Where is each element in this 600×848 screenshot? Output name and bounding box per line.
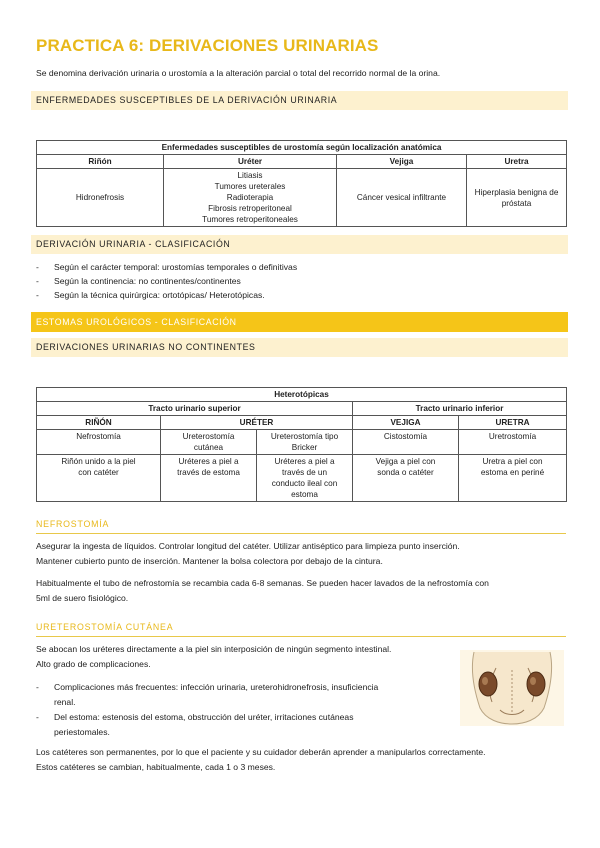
cell-ureterostomia-cutanea (161, 430, 257, 455)
ureterostomia-heading: URETEROSTOMÍA CUTÁNEA (36, 622, 566, 637)
col-header-rinon: Riñón (37, 155, 164, 169)
cell-cisto-desc (353, 455, 459, 502)
text-line: Estos catéteres se cambian, habitualmente, cada 1 o 3 meses. (36, 762, 276, 772)
section-band-no-continentes: DERIVACIONES URINARIAS NO CONTINENTES (31, 338, 568, 357)
text-line: Alto grado de complicaciones. (36, 659, 151, 669)
list-item (36, 680, 378, 710)
cell-rinon: Hidronefrosis (37, 169, 164, 227)
table-caption: Heterotópicas (37, 388, 567, 402)
list-item: - Según la técnica quirúrgica: ortotópicas/ Heterotópicas. (36, 288, 297, 302)
cell-uc-desc (161, 455, 257, 502)
ureterostomy-illustration-icon (460, 650, 564, 726)
cell-nefro-desc (37, 455, 161, 502)
heterotopicas-table (36, 387, 567, 502)
ureter-item: Litiasis (237, 171, 263, 180)
cell-line: Ureterostomía tipo (270, 432, 339, 441)
cell-line: Riñón unido a la piel (61, 457, 136, 466)
clasificacion-list (36, 260, 297, 302)
cell-vejiga: Cáncer vesical infiltrante (337, 169, 467, 227)
cell-line: sonda o catéter (377, 468, 434, 477)
complicaciones-list (36, 680, 378, 740)
ureterostomia-paragraph-2 (36, 745, 486, 775)
col-header-vejiga: Vejiga (337, 155, 467, 169)
nefrostomia-heading: NEFROSTOMÍA (36, 519, 566, 534)
col-header-vejiga: VEJIGA (353, 416, 459, 430)
nefrostomia-paragraph-1 (36, 539, 460, 569)
intro-text: Se denomina derivación urinaria o urostomía a la alteración parcial o total del recorrido normal de la orina. (36, 68, 441, 78)
text-line: renal. (54, 697, 76, 707)
col-header-uretra: Uretra (467, 155, 567, 169)
col-header-rinon: RIÑÓN (37, 416, 161, 430)
header-tracto-inferior: Tracto urinario inferior (353, 402, 567, 416)
cell-line: Uréteres a piel a (178, 457, 239, 466)
text-line: Asegurar la ingesta de líquidos. Controlar longitud del catéter. Utilizar antiséptico para limpieza punto inserción. (36, 541, 460, 551)
cell-line: Bricker (291, 443, 318, 452)
ureter-item: Tumores ureterales (214, 182, 286, 191)
cell-uretro-desc (459, 455, 567, 502)
cell-nefrostomia: Nefrostomía (37, 430, 161, 455)
section-band-enfermedades: ENFERMEDADES SUSCEPTIBLES DE LA DERIVACIÓN URINARIA (31, 91, 568, 110)
ureter-item: Radioterapia (226, 193, 274, 202)
cell-line: través de estoma (177, 468, 240, 477)
uretra-line: próstata (501, 198, 532, 208)
cell-line: Uretra a piel con (482, 457, 543, 466)
col-header-ureter: URÉTER (161, 416, 353, 430)
text-line: 5ml de suero fisiológico. (36, 593, 129, 603)
list-item: - Según la continencia: no continentes/continentes (36, 274, 297, 288)
page-title: PRACTICA 6: DERIVACIONES URINARIAS (36, 36, 379, 55)
list-item: - Según el carácter temporal: urostomías temporales o definitivas (36, 260, 297, 274)
text-line: - Complicaciones más frecuentes: infección urinaria, ureterohidronefrosis, insuficiencia (54, 682, 379, 692)
section-band-clasificacion: DERIVACIÓN URINARIA - CLASIFICACIÓN (31, 235, 568, 254)
col-header-ureter: Uréter (164, 155, 337, 169)
col-header-uretra: URETRA (459, 416, 567, 430)
cell-line: través de un (281, 468, 328, 477)
cell-line: cutánea (193, 443, 224, 452)
ureter-item: Tumores retroperitoneales (202, 215, 298, 224)
table-caption: Enfermedades susceptibles de urostomía según localización anatómica (37, 141, 567, 155)
list-item (36, 710, 378, 740)
text-line: - Del estoma: estenosis del estoma, obstrucción del uréter, irritaciones cutáneas (54, 712, 354, 722)
cell-line: conducto ileal con (271, 479, 338, 488)
text-line: Los catéteres son permanentes, por lo que el paciente y su cuidador deberán aprender a manipularlos correctamente. (36, 747, 486, 757)
header-tracto-superior: Tracto urinario superior (37, 402, 353, 416)
text-line: Se abocan los uréteres directamente a la piel sin interposición de ningún segmento intestinal. (36, 644, 392, 654)
text-line: periestomales. (54, 727, 110, 737)
ureter-item: Fibrosis retroperitoneal (208, 204, 292, 213)
cell-line: Uréteres a piel a (274, 457, 335, 466)
cell-line: estoma (291, 490, 318, 499)
cell-ureterostomia-bricker (257, 430, 353, 455)
cell-uretrostomia: Uretrostomía (459, 430, 567, 455)
cell-line: Ureterostomía (182, 432, 235, 441)
cell-line: estoma en periné (480, 468, 545, 477)
text-line: Mantener cubierto punto de inserción. Mantener la bolsa colectora por debajo de la cintura. (36, 556, 383, 566)
nefrostomia-paragraph-2 (36, 576, 489, 606)
cell-line: con catéter (78, 468, 119, 477)
text-line: Habitualmente el tubo de nefrostomía se recambia cada 6-8 semanas. Se pueden hacer lavados de la nefrostomía con (36, 578, 489, 588)
cell-line: Vejiga a piel con (375, 457, 436, 466)
cell-ub-desc (257, 455, 353, 502)
section-band-estomas: ESTOMAS UROLÓGICOS - CLASIFICACIÓN (31, 312, 568, 332)
cell-uretra (467, 169, 567, 227)
cell-cistostomia: Cistostomía (353, 430, 459, 455)
enfermedades-table (36, 140, 567, 227)
cell-ureter (164, 169, 337, 227)
uretra-line: Hiperplasia benigna de (474, 187, 559, 197)
ureterostomia-paragraph-1 (36, 642, 391, 672)
